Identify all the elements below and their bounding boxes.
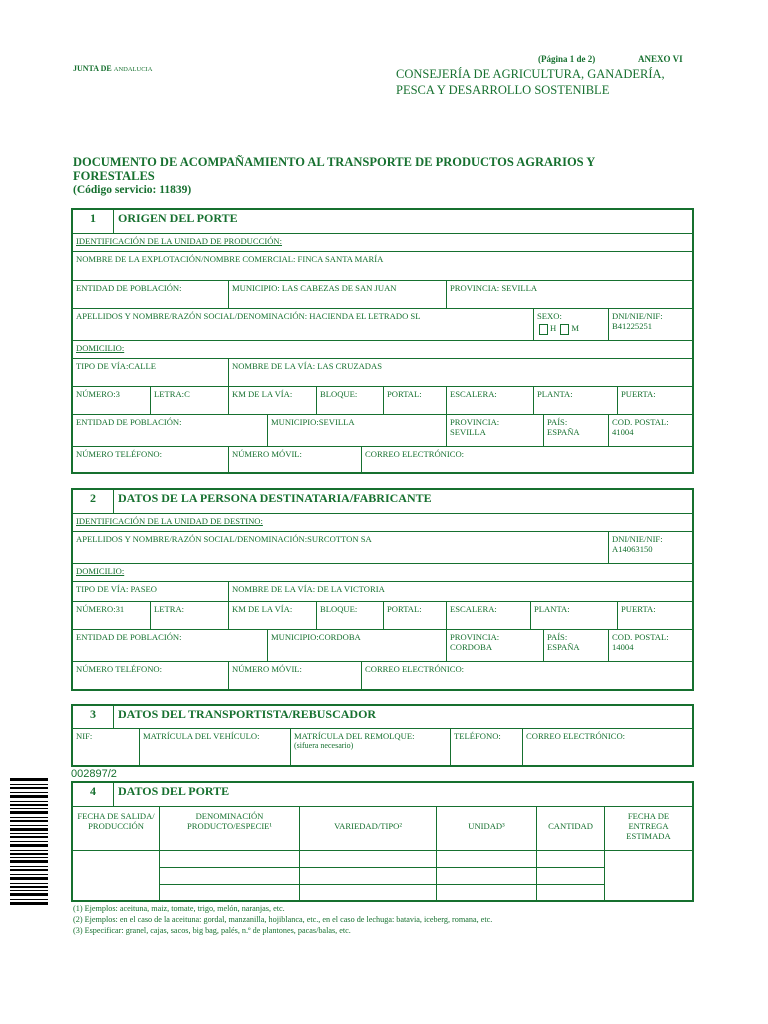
escalera-field: ESCALERA: (446, 601, 530, 629)
km-via-field: KM DE LA VÍA: (228, 601, 316, 629)
section-origen (71, 208, 694, 474)
dni-label: DNI/NIE/NIF: (612, 534, 663, 544)
explotacion-field: NOMBRE DE LA EXPLOTACIÓN/NOMBRE COMERCIAL: FINCA SANTA MARÍA (73, 251, 692, 280)
section-destinataria (71, 488, 694, 691)
table-cell[interactable] (536, 884, 604, 900)
pais-label: PAÍS: (547, 417, 568, 427)
table-cell[interactable] (536, 850, 604, 867)
sexo-label: SEXO: (537, 311, 562, 321)
dni-value: B41225251 (612, 321, 653, 331)
reference-code: 002897/2 (71, 768, 117, 780)
annex-label: ANEXO VI (638, 54, 683, 64)
pais-label: PAÍS: (547, 632, 568, 642)
dni-field (608, 308, 692, 340)
matricula-remolque-field (290, 728, 450, 765)
logo-text-a: JUNTA DE (73, 64, 112, 73)
ident-unidad-label: IDENTIFICACIÓN DE LA UNIDAD DE PRODUCCIÓN: (73, 233, 692, 251)
provincia-field: PROVINCIA: SEVILLA (446, 280, 692, 308)
portal-field: PORTAL: (383, 386, 446, 414)
service-code: (Código servicio: 11839) (73, 184, 192, 196)
nif-field: NIF: (73, 728, 139, 765)
dni-field (608, 531, 692, 563)
sexo-h-label: H (550, 323, 557, 333)
section-title: DATOS DE LA PERSONA DESTINATARIA/FABRICANTE (113, 490, 692, 513)
cod-postal-label: COD. POSTAL: (612, 632, 669, 642)
pais-value: ESPAÑA (547, 427, 580, 437)
provincia2-field (446, 414, 543, 446)
puerta-field: PUERTA: (617, 386, 692, 414)
doc-title-line2: FORESTALES (73, 169, 155, 183)
row-fecha-entrega-cell[interactable] (604, 850, 692, 900)
provincia-label: PROVINCIA: (450, 632, 500, 642)
municipio-field: MUNICIPIO: LAS CABEZAS DE SAN JUAN (228, 280, 446, 308)
pais-value: ESPAÑA (547, 642, 580, 652)
logo-text (73, 64, 152, 73)
nombre-via-field: NOMBRE DE LA VÍA: DE LA VICTORIA (228, 581, 692, 601)
ident-destino-label: IDENTIFICACIÓN DE LA UNIDAD DE DESTINO: (73, 513, 692, 531)
nombre-via-field: NOMBRE DE LA VÍA: LAS CRUZADAS (228, 358, 692, 386)
pais-field (543, 414, 608, 446)
planta-field: PLANTA: (530, 601, 617, 629)
apellidos-field: APELLIDOS Y NOMBRE/RAZÓN SOCIAL/DENOMINACIÓN:SURCOTTON SA (73, 531, 608, 563)
section-title: DATOS DEL TRANSPORTISTA/REBUSCADOR (113, 706, 692, 728)
km-via-field: KM DE LA VÍA: (228, 386, 316, 414)
table-cell[interactable] (159, 884, 299, 900)
correo-field: CORREO ELECTRÓNICO: (361, 446, 692, 472)
footnote-1: (1) Ejemplos: aceituna, maiz, tomate, trigo, melón, naranjas, etc. (73, 904, 285, 913)
entidad-poblacion2-field: ENTIDAD DE POBLACIÓN: (73, 414, 267, 446)
table-cell[interactable] (436, 867, 536, 884)
bloque-field: BLOQUE: (316, 386, 383, 414)
cod-postal-field (608, 629, 692, 661)
numero-field: NÚMERO:3 (73, 386, 150, 414)
table-cell[interactable] (436, 850, 536, 867)
escalera-field: ESCALERA: (446, 386, 533, 414)
cod-postal-value: 41004 (612, 427, 634, 437)
section-number: 3 (90, 707, 96, 721)
dni-label: DNI/NIE/NIF: (612, 311, 663, 321)
provincia2-value: SEVILLA (450, 427, 486, 437)
matricula-remolque-label: MATRÍCULA DEL REMOLQUE: (294, 731, 415, 741)
domicilio-label: DOMICILIO: (73, 340, 692, 358)
correo-field: CORREO ELECTRÓNICO: (522, 728, 692, 765)
col-variedad: VARIEDAD/TIPO² (299, 806, 436, 850)
entidad-poblacion-field: ENTIDAD DE POBLACIÓN: (73, 280, 228, 308)
section-number: 2 (90, 491, 96, 505)
pais-field (543, 629, 608, 661)
section-title: ORIGEN DEL PORTE (113, 210, 692, 233)
col-unidad: UNIDAD³ (436, 806, 536, 850)
table-cell[interactable] (536, 867, 604, 884)
apellidos-field: APELLIDOS Y NOMBRE/RAZÓN SOCIAL/DENOMINACIÓN: HACIENDA EL LETRADO SL (73, 308, 533, 340)
cod-postal-field (608, 414, 692, 446)
col-denominacion: DENOMINACIÓN PRODUCTO/ESPECIE¹ (159, 806, 299, 850)
footnote-2: (2) Ejemplos: en el caso de la aceituna: gordal, manzanilla, hojiblanca, etc., en el caso de lechuga: batavia, iceberg, romana, etc. (73, 915, 493, 924)
col-cantidad: CANTIDAD (536, 806, 604, 850)
col-fecha-entrega: FECHA DE ENTREGA ESTIMADA (604, 806, 692, 850)
col-fecha-salida: FECHA DE SALIDA/ PRODUCCIÓN (73, 806, 159, 850)
table-cell[interactable] (299, 867, 436, 884)
numero-field: NÚMERO:31 (73, 601, 150, 629)
tipo-via-field: TIPO DE VÍA: PASEO (73, 581, 228, 601)
planta-field: PLANTA: (533, 386, 617, 414)
municipio2-field: MUNICIPIO:SEVILLA (267, 414, 446, 446)
table-cell[interactable] (299, 884, 436, 900)
domicilio-label: DOMICILIO: (73, 563, 692, 581)
remolque-note: (sifuera necesario) (294, 741, 354, 750)
page-label: (Página 1 de 2) (538, 54, 596, 64)
movil-field: NÚMERO MÓVIL: (228, 446, 361, 472)
cod-postal-label: COD. POSTAL: (612, 417, 669, 427)
section-number: 4 (90, 784, 96, 798)
dni-value: A14063150 (612, 544, 653, 554)
entidad-poblacion-field: ENTIDAD DE POBLACIÓN: (73, 629, 267, 661)
dept-line2: PESCA Y DESARROLLO SOSTENIBLE (396, 83, 610, 97)
section-number: 1 (90, 211, 96, 225)
cod-postal-value: 14004 (612, 642, 634, 652)
telefono-field: NÚMERO TELÉFONO: (73, 446, 228, 472)
dept-line1: CONSEJERÍA DE AGRICULTURA, GANADERÍA, (396, 67, 665, 81)
section-porte (71, 781, 694, 902)
sexo-field (533, 308, 608, 340)
municipio-field: MUNICIPIO:CORDOBA (267, 629, 446, 661)
movil-field: NÚMERO MÓVIL: (228, 661, 361, 689)
table-cell[interactable] (159, 867, 299, 884)
section-transportista (71, 704, 694, 767)
sexo-m-label: M (571, 323, 580, 333)
table-cell[interactable] (436, 884, 536, 900)
provincia-value: CORDOBA (450, 642, 493, 652)
telefono-field: TELÉFONO: (450, 728, 522, 765)
row-fecha-salida-cell[interactable] (73, 850, 159, 900)
doc-title-line1: DOCUMENTO DE ACOMPAÑAMIENTO AL TRANSPORTE DE PRODUCTOS AGRARIOS Y (73, 155, 596, 169)
sexo-m-checkbox[interactable] (560, 324, 569, 335)
puerta-field: PUERTA: (617, 601, 692, 629)
bloque-field: BLOQUE: (316, 601, 383, 629)
tipo-via-field: TIPO DE VÍA:CALLE (73, 358, 228, 386)
letra-field: LETRA:C (150, 386, 228, 414)
logo-text-b: ANDALUCIA (113, 66, 153, 73)
table-cell[interactable] (159, 850, 299, 867)
sexo-h-checkbox[interactable] (539, 324, 548, 335)
section-title: DATOS DEL PORTE (113, 783, 692, 806)
barcode-image (10, 778, 48, 906)
telefono-field: NÚMERO TELÉFONO: (73, 661, 228, 689)
table-cell[interactable] (299, 850, 436, 867)
correo-field: CORREO ELECTRÓNICO: (361, 661, 692, 689)
provincia-field (446, 629, 543, 661)
footnote-3: (3) Especificar: granel, cajas, sacos, big bag, palés, n.º de plantones, pacas/balas, etc. (73, 926, 351, 935)
portal-field: PORTAL: (383, 601, 446, 629)
matricula-vehiculo-field: MATRÍCULA DEL VEHÍCULO: (139, 728, 290, 765)
letra-field: LETRA: (150, 601, 228, 629)
provincia2-label: PROVINCIA: (450, 417, 500, 427)
